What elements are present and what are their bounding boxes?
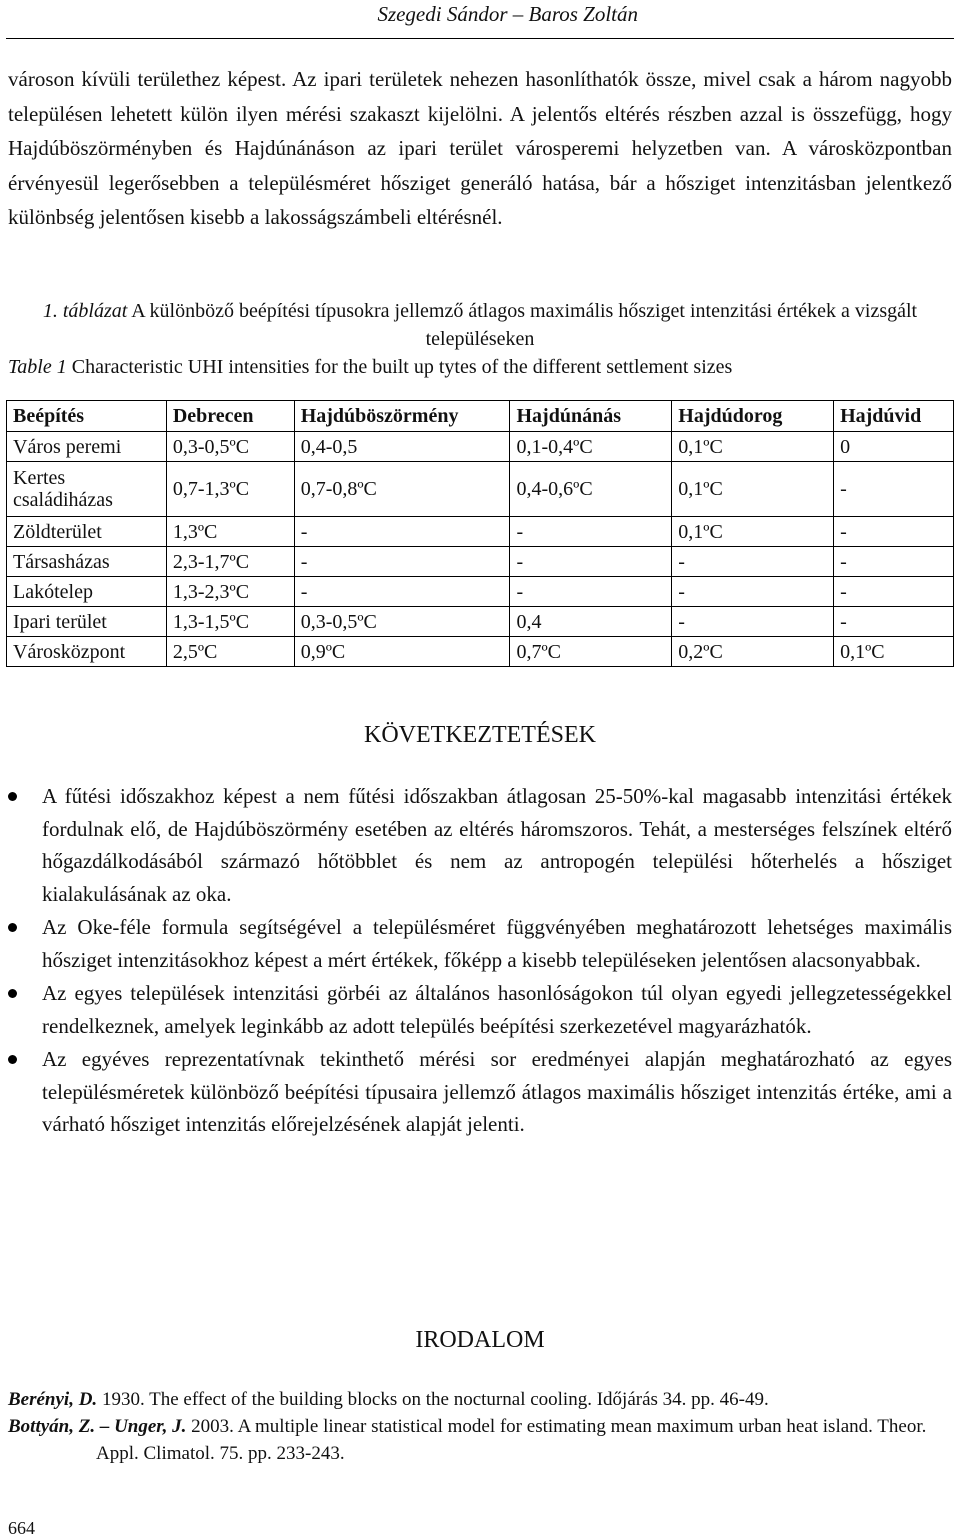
table-cell: 0,7ºC [510, 637, 672, 667]
table-cell: - [294, 517, 510, 547]
caption-hu-label: 1. táblázat [42, 300, 128, 322]
table-cell: 0,4-0,5 [294, 432, 510, 462]
table-cell: - [510, 547, 672, 577]
conclusions-heading: KÖVETKEZTETÉSEK [364, 722, 596, 748]
table-cell: - [294, 547, 510, 577]
references-list [8, 1386, 954, 1467]
table-row [7, 517, 954, 547]
table-cell: 0,1ºC [834, 637, 954, 667]
list-item [0, 780, 952, 910]
reference-authors: Bottyán, Z. – Unger, J. [8, 1416, 187, 1437]
bullet-icon [8, 1055, 17, 1064]
running-header [6, 0, 954, 39]
table-row [7, 577, 954, 607]
table-cell: 0,1ºC [672, 462, 834, 517]
table-cell: 0,3-0,5ºC [166, 432, 294, 462]
table-cell: Zöldterület [7, 517, 167, 547]
table-cell: 0,9ºC [294, 637, 510, 667]
list-item [0, 1043, 952, 1141]
caption-en-text: Characteristic UHI intensities for the built up tytes of the different settlement sizes [71, 356, 733, 378]
column-header: Beépítés [7, 401, 167, 432]
caption-hu-text: A különböző beépítési típusokra jellemző átlagos maximális hősziget intenzitási értékek a vizsgált településeken [131, 300, 918, 350]
bullet-icon [8, 923, 17, 932]
table-cell: 0,2ºC [672, 637, 834, 667]
bullet-text: Az egyéves reprezentatívnak tekinthető mérési sor eredményei alapján meghatározható az egyes településméretek különböző beépítési típusaira jellemző átlagos maximális hősziget intenzitás értéke, ami a várható hősziget intenzitás előrejelzésének alapját jelenti. [42, 1047, 952, 1136]
table-cell: 0,1-0,4ºC [510, 432, 672, 462]
caption-hungarian [8, 297, 952, 353]
table-cell: 1,3-2,3ºC [166, 577, 294, 607]
table-cell: - [834, 547, 954, 577]
table-cell: 0 [834, 432, 954, 462]
table-cell: - [834, 577, 954, 607]
table-row [7, 432, 954, 462]
references-heading: IRODALOM [415, 1327, 545, 1353]
table-cell: 0,7-0,8ºC [294, 462, 510, 517]
table-cell: Lakótelep [7, 577, 167, 607]
table-row [7, 607, 954, 637]
bullet-text: Az egyes települések intenzitási görbéi az általános hasonlóságokon túl olyan egyedi jellegzetességekkel rendelkeznek, amelyek leginkább az adott település beépítési szerkezetével magyarázhatók. [42, 981, 952, 1038]
reference-text: 1930. The effect of the building blocks on the nocturnal cooling. Időjárás 34. pp. 46-49. [97, 1389, 769, 1410]
table-cell: 2,3-1,7ºC [166, 547, 294, 577]
reference-item [8, 1413, 954, 1467]
table-cell: 0,4-0,6ºC [510, 462, 672, 517]
table-row [7, 547, 954, 577]
table-cell: - [834, 462, 954, 517]
conclusions-list [0, 780, 952, 1142]
column-header: Hajdúdorog [672, 401, 834, 432]
table-cell: - [510, 517, 672, 547]
table-cell: - [834, 517, 954, 547]
intro-paragraph: városon kívüli területhez képest. Az ipari területek nehezen hasonlíthatók össze, mivel csak a három nagyobb településen lehetett külön ilyen mérési szakaszt kijelölni. A jelentős eltérés részben azzal is összefügg, hogy Hajdúböszörményben és Hajdúnánáson az ipari terület városperemi helyzetben van. A városközpontban érvényesül legerősebben a településméret hősziget generáló hatása, bár a hősziget intenzitásban jelentkező különbség jelentősen kisebb a lakosságszámbeli eltérésnél. [8, 67, 952, 229]
table-cell: Városközpont [7, 637, 167, 667]
page-number: 664 [8, 1518, 35, 1538]
reference-authors: Berényi, D. [8, 1389, 98, 1410]
table-cell: 0,1ºC [672, 517, 834, 547]
list-item [0, 911, 952, 976]
reference-text: 2003. A multiple linear statistical model for estimating mean maximum urban heat island. Theor. Appl. Climatol. 75. pp. 233-243. [96, 1416, 927, 1464]
table-cell: Társasházas [7, 547, 167, 577]
reference-item [8, 1386, 954, 1413]
table-cell: - [672, 577, 834, 607]
table-row [7, 462, 954, 517]
column-header: Debrecen [166, 401, 294, 432]
table-cell: - [672, 547, 834, 577]
caption-en-label: Table 1 [8, 356, 67, 378]
table-cell: 1,3-1,5ºC [166, 607, 294, 637]
running-title: Szegedi Sándor – Baros Zoltán [377, 2, 638, 26]
column-header: Hajdúvid [834, 401, 954, 432]
table-cell: Város peremi [7, 432, 167, 462]
table-cell: Kertes családiházas [7, 462, 167, 517]
bullet-icon [8, 989, 17, 998]
table-cell: Ipari terület [7, 607, 167, 637]
bullet-text: Az Oke-féle formula segítségével a településméret függvényében meghatározott lehetséges maximális hősziget intenzitásokhoz képest a mért értékek, főképp a kisebb településeken jelentősen alacsonyabbak. [42, 915, 952, 972]
caption-english [8, 353, 952, 381]
table-header-row [7, 401, 954, 432]
table-cell: 0,1ºC [672, 432, 834, 462]
column-header: Hajdúnánás [510, 401, 672, 432]
table-cell: 0,4 [510, 607, 672, 637]
table-cell: - [510, 577, 672, 607]
table-cell: 0,7-1,3ºC [166, 462, 294, 517]
list-item [0, 977, 952, 1042]
table-cell: - [834, 607, 954, 637]
table-caption [8, 297, 952, 381]
bullet-icon [8, 792, 17, 801]
table-cell: 1,3ºC [166, 517, 294, 547]
uhi-table [6, 400, 954, 667]
table-cell: 0,3-0,5ºC [294, 607, 510, 637]
table-cell: - [672, 607, 834, 637]
table-cell: - [294, 577, 510, 607]
table-row [7, 637, 954, 667]
bullet-text: A fűtési időszakhoz képest a nem fűtési időszakban átlagosan 25-50%-kal magasabb intenzitási értékek fordulnak elő, de Hajdúböszörmény esetében az eltérés háromszoros. Tehát, a mesterséges felszínek eltérő hőgazdálkodásából származó hőtöbblet és nem az antropogén települési hőterhelés a hősziget kialakulásának az oka. [42, 784, 952, 906]
column-header: Hajdúböszörmény [294, 401, 510, 432]
table-cell: 2,5ºC [166, 637, 294, 667]
